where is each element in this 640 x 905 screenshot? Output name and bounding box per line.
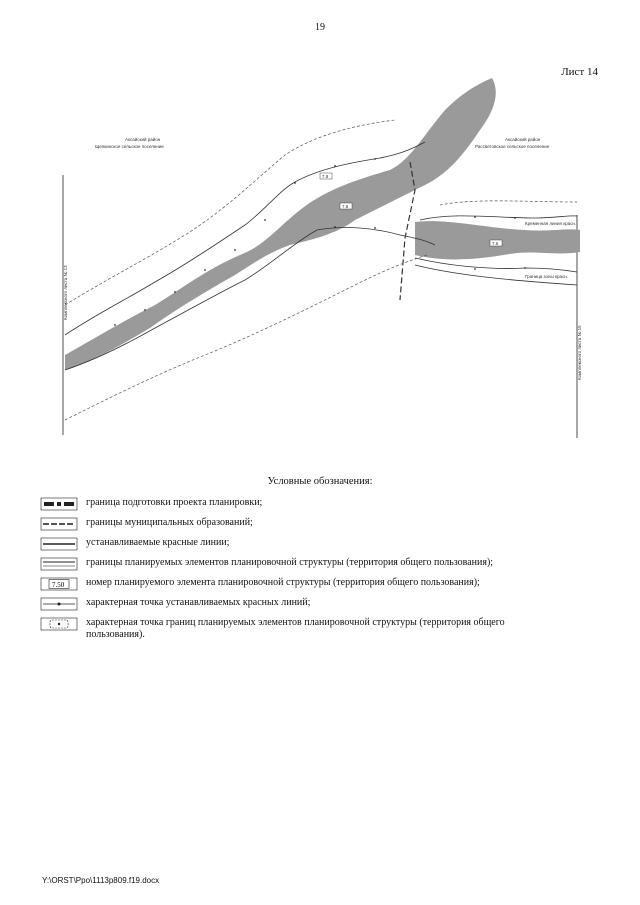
legend-text: номер планируемого элемента планировочной структуры (территория общего пользования); (86, 577, 480, 588)
right-vertical-label: Комплексного листа № 15 (577, 325, 582, 380)
element-number-symbol (40, 577, 78, 591)
municipal-boundary-symbol (40, 517, 78, 531)
red-line-point-symbol (40, 597, 78, 611)
legend-item (40, 537, 560, 551)
legend-title: Условные обозначения: (267, 476, 373, 487)
district-left-sub: Щепкинское сельское поселение (95, 144, 164, 149)
project-boundary-right-top (440, 201, 577, 205)
district-right-sub: Рассветовское сельское поселение (475, 144, 550, 149)
sheet-label: Лист 14 (561, 66, 598, 78)
legend-text: характерная точка устанавливаемых красных линий; (86, 597, 311, 608)
red-line-symbol (40, 537, 78, 551)
project-boundary-symbol (40, 497, 78, 511)
district-left-title: Аксайский район (125, 137, 161, 142)
element-label-3: 7.6 (492, 241, 499, 246)
planning-map (55, 70, 585, 445)
legend-item (40, 617, 560, 641)
legend-item (40, 597, 560, 611)
legend-text: устанавливаемые красные линии; (86, 537, 230, 548)
page-number: 19 (315, 22, 325, 33)
legend-text: граница подготовки проекта планировки; (86, 497, 263, 508)
element-point-symbol (40, 617, 78, 631)
legend (40, 497, 560, 647)
road-label-2: Граница зоны красн. (525, 274, 568, 279)
legend-item (40, 557, 560, 571)
legend-text: границы планируемых элементов планировочной структуры (территория общего пользования); (86, 557, 494, 568)
red-line-right-upper (420, 216, 577, 220)
red-line-upper (65, 142, 425, 335)
left-vertical-label: Комплексного листа № 13 (63, 265, 68, 320)
element-number-sample: 7.50 (52, 581, 65, 589)
element-label-2: 7.8 (342, 204, 349, 209)
district-right-title: Аксайский район (505, 137, 541, 142)
legend-text: характерная точка границ планируемых элементов планировочной структуры (территория общего пользования). (86, 617, 505, 640)
red-line-lower (65, 228, 435, 370)
element-label-1: 7.9 (322, 174, 329, 179)
element-boundary-symbol (40, 557, 78, 571)
legend-item (40, 497, 560, 511)
legend-item (40, 517, 560, 531)
legend-item (40, 577, 560, 591)
legend-text: границы муниципальных образований; (86, 517, 253, 528)
road-label-1: Кременная линия красн. (525, 221, 577, 226)
footer-path: Y:\ORST\Ppo\1113p809.f19.docx (42, 876, 160, 885)
